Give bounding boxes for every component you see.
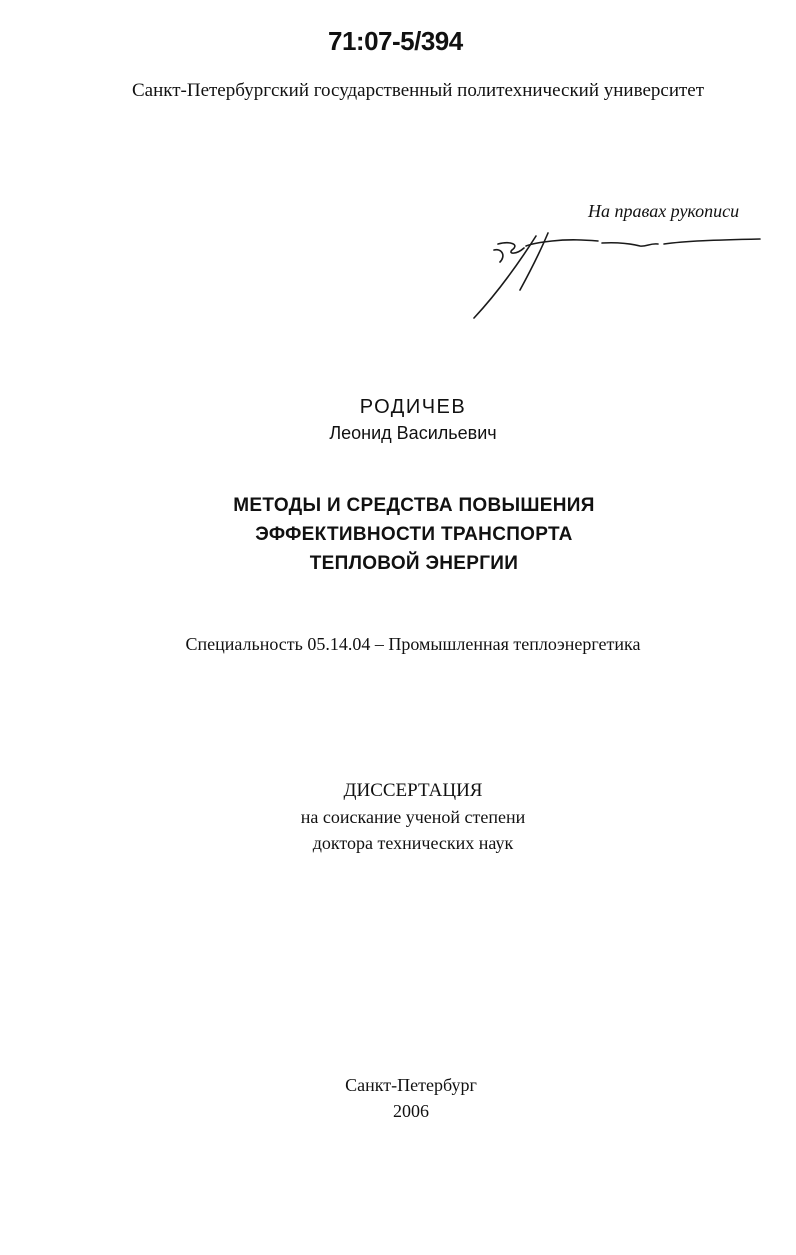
- title-line: ЭФФЕКТИВНОСТИ ТРАНСПОРТА: [255, 524, 573, 545]
- dissertation-heading: ДИССЕРТАЦИЯ: [343, 780, 483, 801]
- city: Санкт-Петербург: [345, 1075, 477, 1095]
- degree-line-2: доктора технических наук: [312, 833, 514, 853]
- dissertation-title: [0, 491, 796, 578]
- author-given-names: Леонид Васильевич: [329, 423, 497, 443]
- handwritten-signature: [470, 228, 765, 323]
- title-line: ТЕПЛОВОЙ ЭНЕРГИИ: [309, 553, 519, 574]
- specialty-line: Специальность 05.14.04 – Промышленная теплоэнергетика: [185, 634, 641, 654]
- author-surname: РОДИЧЕВ: [359, 396, 467, 418]
- university-name: Санкт-Петербургский государственный политехнический университет: [131, 80, 705, 101]
- title-line: МЕТОДЫ И СРЕДСТВА ПОВЫШЕНИЯ: [233, 495, 595, 516]
- catalog-number: 71:07-5/394: [328, 26, 463, 56]
- manuscript-rights-note: На правах рукописи: [588, 201, 740, 221]
- place-and-year: [0, 1072, 796, 1124]
- dissertation-block: [0, 778, 796, 856]
- degree-line-1: на соискание ученой степени: [300, 807, 526, 827]
- year: 2006: [393, 1101, 429, 1121]
